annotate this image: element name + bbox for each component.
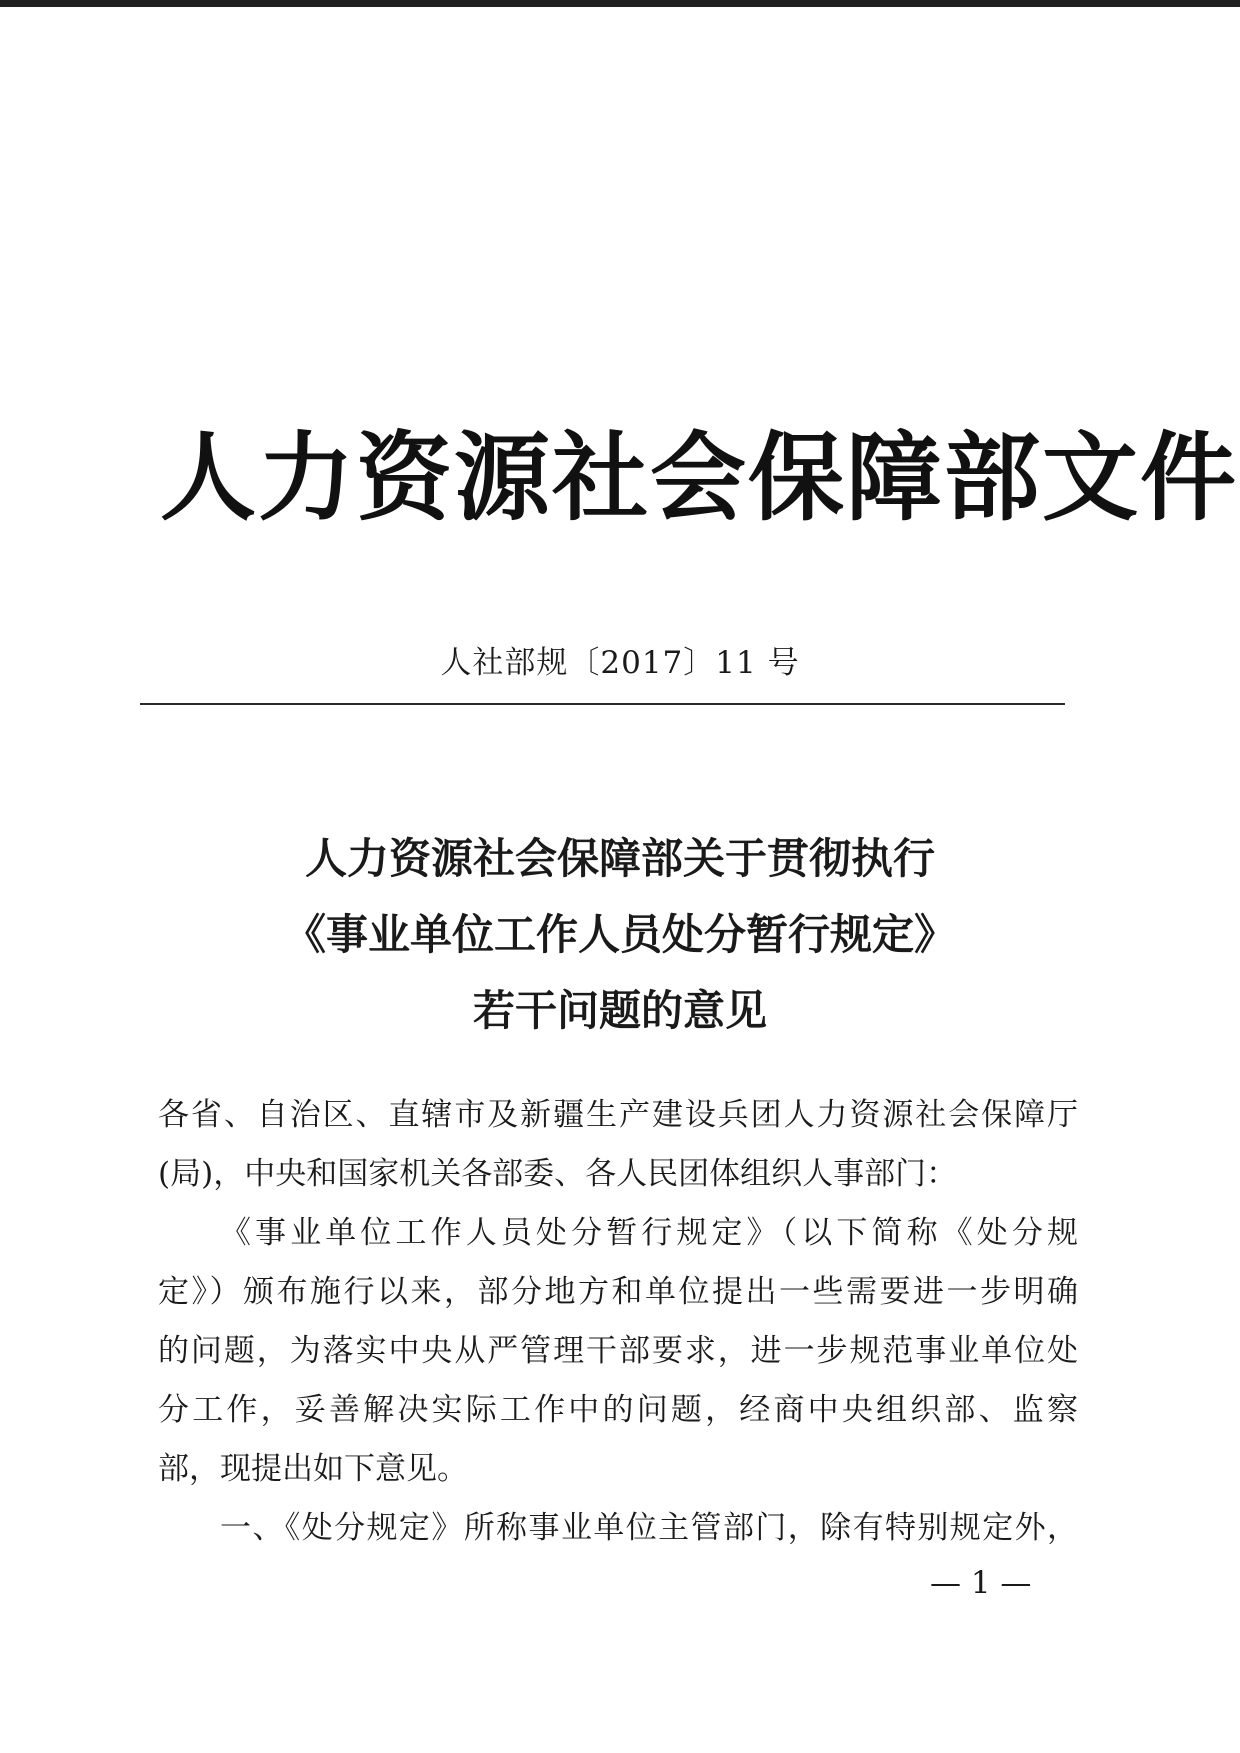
addressee-line-2: (局)，中央和国家机关各部委、各人民团体组织人事部门： (158, 1156, 958, 1192)
paragraph-line: 一、《处分规定》所称事业单位主管部门，除有特别规定外， (220, 1510, 1078, 1546)
paragraph-line: 《事业单位工作人员处分暂行规定》（以下简称《处分规 (220, 1215, 1078, 1251)
title-line-2: 《事业单位工作人员处分暂行规定》 (283, 910, 956, 959)
paragraph-line: 定》）颁布施行以来，部分地方和单位提出一些需要进一步明确 (158, 1274, 1078, 1310)
agency-header-title: 人力资源社会保障部文件 (160, 422, 1238, 534)
title-line-1: 人力资源社会保障部关于贯彻执行 (304, 834, 935, 883)
addressee-line-1: 各省、自治区、直辖市及新疆生产建设兵团人力资源社会保障厅 (158, 1097, 1078, 1133)
title-line-3: 若干问题的意见 (472, 986, 767, 1035)
page-number: — 1 — (930, 1565, 1032, 1601)
header-divider (140, 703, 1065, 705)
paragraph-line: 的问题，为落实中央从严管理干部要求，进一步规范事业单位处 (158, 1333, 1078, 1369)
body-text (158, 1097, 1078, 1572)
paragraph-line: 部，现提出如下意见。 (158, 1451, 468, 1487)
document-number: 人社部规〔2017〕11 号 (440, 645, 800, 681)
paragraph-line: 分工作，妥善解决实际工作中的问题，经商中央组织部、监察 (158, 1392, 1078, 1428)
document-title (0, 834, 1240, 1066)
scan-edge (0, 0, 1240, 7)
